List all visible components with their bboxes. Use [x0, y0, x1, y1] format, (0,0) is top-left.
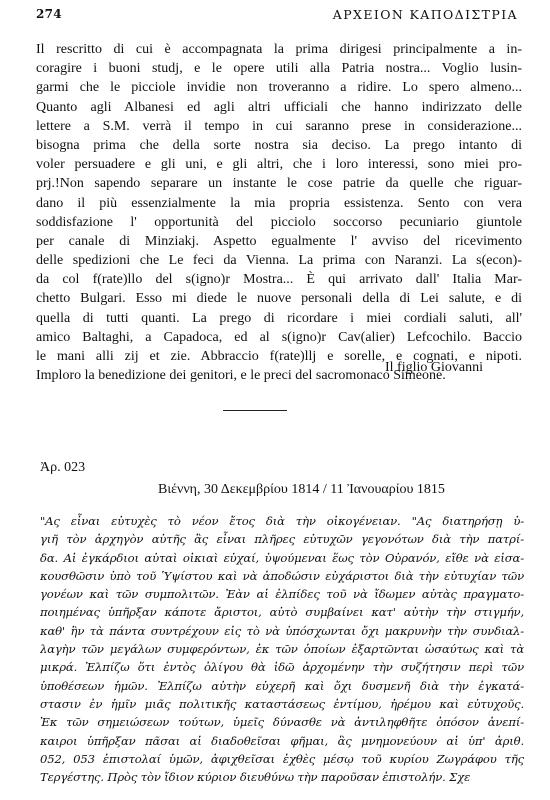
greek-line: ὑποθέσεων ἡμῶν. Ἐλπίζω αὐτὴν εὐχερῆ καὶ ὄχι δυσμενῆ διὰ τὴν ἐγκατά-: [40, 678, 524, 693]
italian-line: le mani alli zij et zie. Abbraccio f(rate)llj e sorelle, e cognati, e nipoti.: [36, 349, 522, 364]
greek-line: μικρά. Ἐλπίζω ὅτι ἐντὸς ὀλίγου θὰ ἰδῶ ἀρχομένην τὴν συζήτησιν περὶ τῶν: [40, 660, 524, 675]
archive-title: ΑΡΧΕΙΟΝ ΚΑΠΟΔΙΣΤΡΙΑ: [332, 7, 518, 22]
greek-line: ποιημένας ὑπῆρξαν κάποτε ἄριστοι, αὐτὸ συμβαίνει κατ' αὐτὴν τὴν στιγμήν,: [40, 605, 524, 620]
greek-letter-body: [40, 512, 524, 786]
italian-letter-body: [36, 40, 522, 385]
section-divider: [223, 410, 287, 411]
letter-date: Βιέννη, 30 Δεκεμβρίου 1814 / 11 Ἰανουαρίου 1815: [158, 482, 445, 497]
page-number: 274: [36, 7, 62, 21]
greek-line: γιῆ τὸν ἀρχηγὸν αὐτῆς ἂς εἶναι πλῆρες εὐτυχῶν γεγονότων διὰ τὴν πατρί-: [40, 532, 524, 547]
italian-line: quella di tutti quanti. La prego di ricordare i miei cordiali saluti, all': [36, 310, 522, 326]
greek-line: Τεργέστης. Πρὸς τὸν ἴδιον κύριον διευθύνω τὴν παροῦσαν ἐπιστολήν. Σχε: [40, 770, 471, 785]
greek-line: καθ' ἣν τὰ πάντα συντρέχουν εἰς τὸ νὰ ὑπόσχωνται ὄχι μακρυνὴν τὴν συνδιαλ-: [40, 623, 524, 638]
italian-line: Il rescritto di cui è accompagnata la prima dirigesi principalmente a in-: [36, 42, 522, 57]
italian-line: amico Baltaghi, a Capadoca, ed al s(igno)r Cav(alier) Lefcochilo. Baccio: [36, 329, 522, 345]
greek-line: λαγὴν τῶν μεγάλων συμφερόντων, ἐκ τῶν ὁποίων ἐξαρτῶνται ὡσαύτως καὶ τὰ: [40, 642, 524, 657]
italian-line: Imploro la benedizione dei genitori, e le preci del sacromonaco Simeone.: [36, 368, 446, 384]
italian-line: per canale di Minziakj. Aspetto egualmente l' avviso del ricevimento: [36, 233, 522, 249]
greek-line: καιροι ὑπῆρξαν πᾶσαι αἱ διαδοθεῖσαι φῆμαι, ἃς μνημονεύουν αἱ ὑπ' ἀριθ.: [40, 733, 524, 748]
italian-line: delle spedizioni che Le feci da Vienna. La prima con Naranzi. La s(econ)-: [36, 253, 522, 269]
greek-line: γονέων καὶ τῶν συμπολιτῶν. Ἐὰν αἱ ἐλπίδες τοῦ νὰ ἴδωμεν αὐτὰς πραγματο-: [40, 587, 524, 602]
greek-line: δα. Αἱ ἐγκάρδιοι αὐταὶ οἰκιαὶ εὐχαί, ὑψούμεναι ἕως τὸν Οὐρανόν, εἴθε νὰ εἰσα-: [40, 550, 524, 565]
greek-line: κουσθῶσιν ὑπὸ τοῦ Ὑψίστου καὶ νὰ ἀποδώσιν εὐχάριστοι διὰ τὴν εὐτυχίαν τῶν: [40, 568, 524, 583]
letter-signature: Il figlio Giovanni: [385, 360, 483, 375]
running-header: [36, 7, 518, 25]
italian-line: soddisfazione l' opportunità del picciolo soccorso pecuniario giuntole: [36, 214, 522, 230]
greek-line: Ἐκ τῶν σημειώσεων τούτων, ὑμεῖς δύνασθε νὰ ἀντιληφθῆτε ὁπόσον ἀνεπί-: [40, 715, 524, 730]
italian-line: prj.!Non sapendo separare un instante le cose patrie da quelle che riguar-: [36, 176, 522, 192]
italian-line: Quanto agli Albanesi ed agli altri ufficiali che hanno indirizzato delle: [36, 99, 522, 115]
greek-line: 052, 053 ἐπιστολαί ὑμῶν, ἀφιχθεῖσαι ἐχθὲς μέσῳ τοῦ κυρίου Ζωγράφου τῆς: [40, 751, 524, 766]
italian-line: chetto Bulgari. Esso mi diede le nuove personali della di Lei salute, e di: [36, 291, 522, 307]
document-number: Ἀρ. 023: [40, 460, 86, 475]
italian-line: lettere a S.M. verrà il tempo in cui saranno prese in considerazione...: [36, 118, 522, 134]
italian-line: coragire i buoni studj, e le opere utili alla Patria nostra... Voglio lusin-: [36, 61, 522, 77]
greek-line: "Ας εἶναι εὐτυχὲς τὸ νέον ἔτος διὰ τὴν οἰκογένειαν. "Ας διατηρήσῃ ὑ-: [40, 514, 524, 528]
italian-line: da col f(rate)llo del s(igno)r Mostra... È qui arrivato dall' Italia Mar-: [36, 272, 522, 288]
italian-line: bisogna prima che della sorte nostra sia deciso. La prego intanto di: [36, 137, 522, 153]
italian-line: dano il più essenzialmente la mia propria essistenza. Sento con vera: [36, 195, 522, 211]
italian-line: garmi che le picciole invidie non troveranno a ridire. Lo spero almeno...: [36, 80, 522, 96]
italian-line: voler persuadere e gli uni, e gli altri, che i loro interessi, sono miei pro-: [36, 157, 522, 173]
greek-line: στασιν ἐν ἡμῖν μιᾶς πολιτικῆς καταστάσεως ἐντίμου, ἠρέμου καὶ εὐτυχοῦς.: [40, 696, 524, 711]
